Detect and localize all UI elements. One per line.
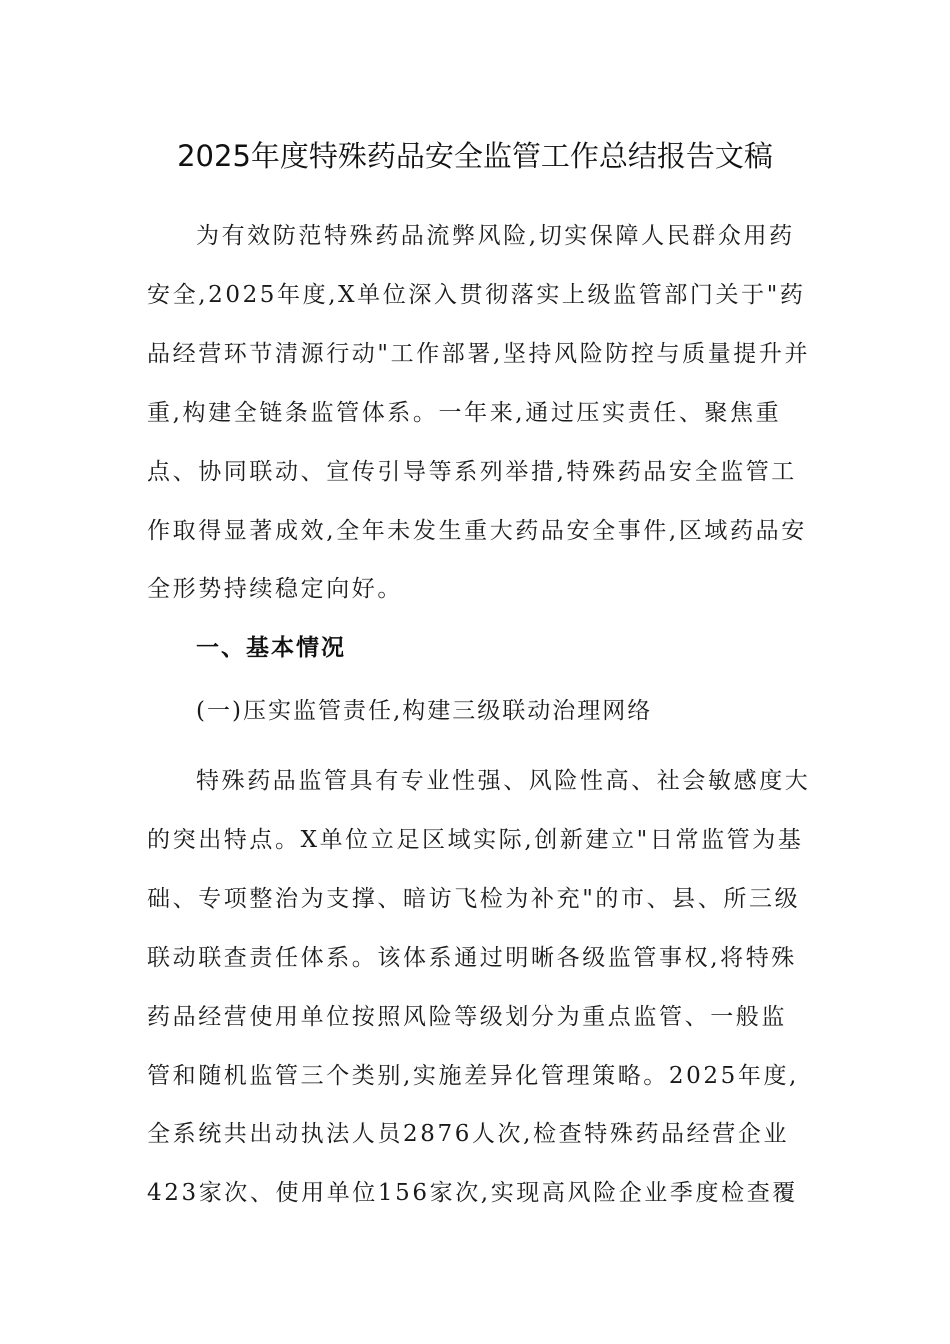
document-title: 2025年度特殊药品安全监管工作总结报告文稿	[177, 139, 773, 173]
subsection-paragraph-block	[147, 752, 812, 1223]
subsection-heading: (一)压实监管责任,构建三级联动治理网络	[196, 698, 653, 724]
section-heading: 一、基本情况	[196, 635, 346, 661]
subsection-paragraph: 特殊药品监管具有专业性强、风险性高、社会敏感度大的突出特点。X单位立足区域实际,创新建立"日常监管为基础、专项整治为支撑、暗访飞检为补充"的市、县、所三级联动联查责任体系。该体系通过明晰各级监管事权,将特殊药品经营使用单位按照风险等级划分为重点监管、一般监管和随机监管三个类别,实施差异化管理策略。2025年度,全系统共出动执法人员2876人次,检查特殊药品经营企业423家次、使用单位156家次,实现高风险企业季度检查覆	[147, 768, 811, 1207]
intro-paragraph: 为有效防范特殊药品流弊风险,切实保障人民群众用药安全,2025年度,X单位深入贯彻落实上级监管部门关于"药品经营环节清源行动"工作部署,坚持风险防控与质量提升并重,构建全链条监管体系。一年来,通过压实责任、聚焦重点、协同联动、宣传引导等系列举措,特殊药品安全监管工作取得显著成效,全年未发生重大药品安全事件,区域药品安全形势持续稳定向好。	[147, 223, 811, 603]
intro-paragraph-block	[147, 207, 812, 619]
